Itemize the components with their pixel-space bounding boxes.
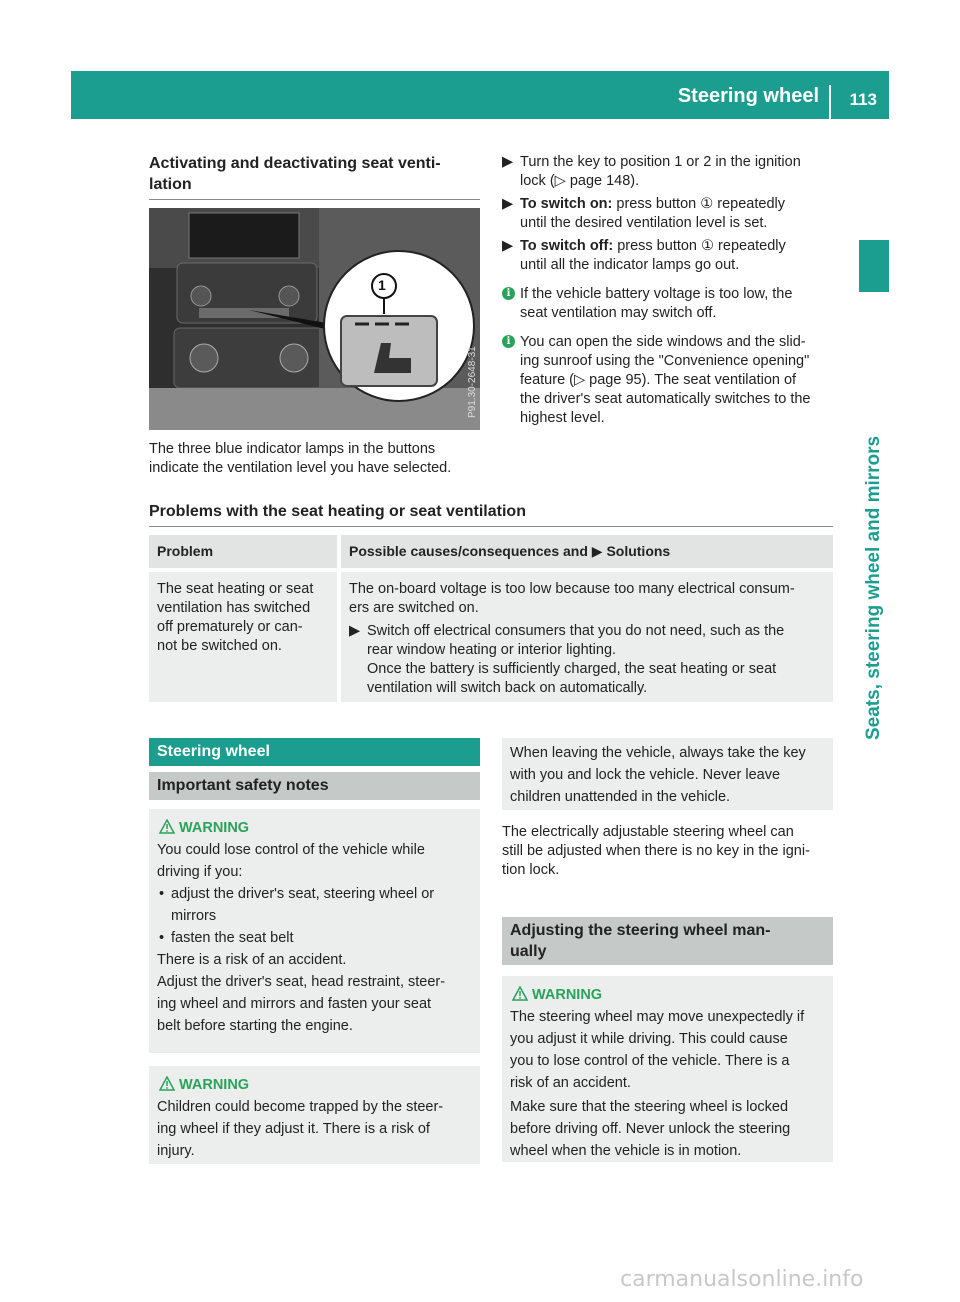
- col-problem-header: Problem: [157, 543, 214, 559]
- caption-line-2: indicate the ventilation level you have selected.: [149, 460, 452, 476]
- body-line: still be adjusted when there is no key in the igni-: [502, 843, 810, 859]
- step-label: To switch on:: [520, 196, 613, 212]
- info-note-convenience: [502, 333, 837, 428]
- warning-heading: [157, 1074, 472, 1096]
- action-line: ventilation will switch back on automatically.: [367, 680, 648, 696]
- manual-adjust-title: [502, 917, 833, 965]
- problem-line: not be switched on.: [157, 638, 282, 654]
- warning-label: WARNING: [532, 987, 603, 1003]
- warning-line: injury.: [157, 1143, 195, 1159]
- step-text: press button ① repeatedly: [613, 238, 786, 254]
- body-line: The electrically adjustable steering wheel can: [502, 824, 794, 840]
- list-item: [157, 883, 472, 927]
- table-row: [149, 572, 833, 702]
- warning-line: driving if you:: [157, 864, 243, 880]
- dashboard-illustration: [149, 208, 480, 430]
- warning-label: WARNING: [179, 1077, 250, 1093]
- step-arrow-icon: ▶: [349, 623, 361, 639]
- heading-line-1: Activating and deactivating seat venti-: [149, 155, 441, 172]
- info-note-battery: [502, 285, 837, 323]
- solution-step: [349, 622, 825, 698]
- warning-line: risk of an accident.: [510, 1075, 631, 1091]
- action-line: rear window heating or interior lighting.: [367, 642, 617, 658]
- warning-line: Children could become trapped by the steer-: [157, 1099, 444, 1115]
- title-line-2: ually: [510, 943, 547, 960]
- photo-code: [463, 218, 480, 428]
- solutions-arrow-icon: ▶: [591, 543, 607, 559]
- warning-line: Adjust the driver's seat, head restraint, steer-: [157, 974, 446, 990]
- problem-line: The seat heating or seat: [157, 581, 314, 597]
- dashboard-photo: [149, 208, 480, 430]
- warning-line: The steering wheel may move unexpectedly if: [510, 1009, 805, 1025]
- col-solutions-header: [337, 535, 833, 568]
- step-arrow-icon: ▶: [502, 154, 514, 170]
- ventilation-steps: [502, 153, 837, 428]
- step-switch-on: [502, 195, 837, 233]
- col-solutions-text-b: Solutions: [606, 543, 671, 559]
- warning-line: wheel when the vehicle is in motion.: [510, 1143, 742, 1159]
- note-line: with you and lock the vehicle. Never leave: [510, 767, 781, 783]
- chapter-tab-label: Seats, steering wheel and mirrors: [863, 435, 884, 740]
- warning-box-1: [149, 809, 480, 1053]
- info-line: ing sunroof using the "Convenience opening": [520, 353, 810, 369]
- page-header: [71, 71, 889, 119]
- warning-line: Make sure that the steering wheel is locked: [510, 1099, 789, 1115]
- cause-line: ers are switched on.: [349, 600, 479, 616]
- step-arrow-icon: ▶: [502, 238, 514, 254]
- bullet-line: fasten the seat belt: [171, 930, 294, 946]
- bullet-icon: •: [159, 930, 165, 946]
- step-line: until all the indicator lamps go out.: [520, 257, 740, 273]
- problems-heading: Problems with the seat heating or seat ventilation: [149, 503, 526, 520]
- header-title: Steering wheel: [677, 85, 819, 107]
- divider: [149, 526, 833, 527]
- watermark: carmanualsonline.info: [620, 1267, 864, 1292]
- warning-label: WARNING: [179, 820, 250, 836]
- problem-cell: [149, 572, 337, 702]
- body-line: tion lock.: [502, 862, 560, 878]
- chapter-tab-marker: [859, 240, 889, 292]
- list-item: [157, 927, 472, 949]
- step-switch-off: [502, 237, 837, 275]
- warning-line: you adjust it while driving. This could cause: [510, 1031, 788, 1047]
- warning-line: ing wheel if they adjust it. There is a risk of: [157, 1121, 430, 1137]
- warning-line: You could lose control of the vehicle while: [157, 842, 425, 858]
- problem-line: ventilation has switched: [157, 600, 311, 616]
- cause-line: The on-board voltage is too low because too many electrical consum-: [349, 581, 795, 597]
- steering-wheel-section-title: Steering wheel: [149, 738, 480, 766]
- problems-table: [149, 535, 833, 702]
- step-line: lock (▷ page 148).: [520, 173, 640, 189]
- warning-triangle-icon: [159, 819, 175, 834]
- info-line: You can open the side windows and the slid-: [520, 334, 806, 350]
- warning-box-2: [149, 1066, 480, 1164]
- warning-heading: [157, 817, 472, 839]
- step-line: until the desired ventilation level is set.: [520, 215, 768, 231]
- note-line: children unattended in the vehicle.: [510, 789, 731, 805]
- step-line: [520, 195, 837, 214]
- step-turn-key: [502, 153, 837, 191]
- step-arrow-icon: ▶: [502, 196, 514, 212]
- bullet-line: adjust the driver's seat, steering wheel or: [171, 886, 435, 902]
- warning-triangle-icon: [512, 986, 528, 1001]
- step-line: Turn the key to position 1 or 2 in the ignition: [520, 154, 801, 170]
- step-text: press button ① repeatedly: [612, 196, 785, 212]
- step-label: To switch off:: [520, 238, 614, 254]
- info-icon: i: [502, 287, 515, 300]
- heading-line-2: lation: [149, 176, 192, 193]
- info-line: highest level.: [520, 410, 605, 426]
- electric-adjust-text: [502, 823, 837, 880]
- warning-box-3: [502, 976, 833, 1162]
- header-separator: [829, 85, 831, 119]
- photo-caption: [149, 440, 489, 478]
- warning-heading: [510, 984, 825, 1006]
- warning-line: before driving off. Never unlock the steering: [510, 1121, 791, 1137]
- problem-line: off prematurely or can-: [157, 619, 303, 635]
- warning-line: you to lose control of the vehicle. There is a: [510, 1053, 790, 1069]
- info-line: feature (▷ page 95). The seat ventilation of: [520, 372, 797, 388]
- chapter-tab: [859, 300, 889, 740]
- photo-code-text: P91.30-2648-31: [467, 346, 478, 418]
- info-line: seat ventilation may switch off.: [520, 305, 717, 321]
- bullet-icon: •: [159, 886, 165, 902]
- solution-cell: [337, 572, 833, 702]
- warning-line: ing wheel and mirrors and fasten your seat: [157, 996, 432, 1012]
- action-line: Switch off electrical consumers that you do not need, such as the: [367, 623, 785, 639]
- callout-number: 1: [378, 277, 386, 293]
- step-line: [520, 237, 837, 256]
- bullet-line: mirrors: [171, 908, 217, 924]
- title-line-1: Adjusting the steering wheel man-: [510, 922, 771, 939]
- note-box: [502, 738, 833, 810]
- info-icon: i: [502, 335, 515, 348]
- note-line: When leaving the vehicle, always take the key: [510, 745, 806, 761]
- action-line: Once the battery is sufficiently charged, the seat heating or seat: [367, 661, 777, 677]
- table-header: [149, 535, 833, 568]
- warning-risk: There is a risk of an accident.: [157, 952, 347, 968]
- info-line: If the vehicle battery voltage is too low, the: [520, 286, 793, 302]
- warning-line: belt before starting the engine.: [157, 1018, 353, 1034]
- safety-notes-title: Important safety notes: [149, 772, 480, 800]
- col-solutions-text: Possible causes/consequences and: [349, 543, 588, 559]
- caption-line-1: The three blue indicator lamps in the buttons: [149, 441, 436, 457]
- warning-triangle-icon: [159, 1076, 175, 1091]
- info-line: the driver's seat automatically switches to the: [520, 391, 811, 407]
- seat-ventilation-heading: [149, 153, 480, 195]
- divider: [149, 199, 480, 200]
- page-number: 113: [849, 90, 877, 109]
